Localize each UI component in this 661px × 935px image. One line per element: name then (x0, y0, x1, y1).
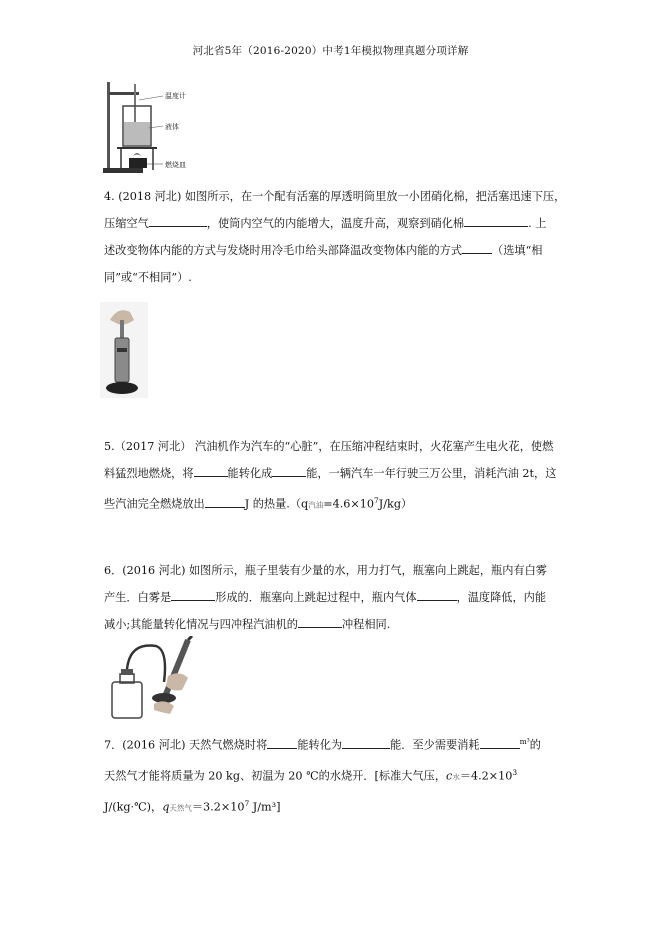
q4-blank-1[interactable] (149, 214, 207, 227)
q4-blank-3[interactable] (462, 241, 492, 254)
q6-blank-1[interactable] (171, 588, 215, 601)
q4-line-2: 压缩空气 ，使筒内空气的内能增大，温度升高，观察到硝化棉 . 上 (104, 210, 566, 237)
q5-line-2: 料猛烈地燃烧，将 能转化成 能，一辆汽车一年行驶三万公里，消耗汽油 2t，这 (104, 460, 566, 487)
q5-blank-3[interactable] (205, 495, 245, 508)
question-4 (104, 183, 566, 291)
q7-line-3: J/(kg·℃)，q天然气$=3.2\times 10^7$ J/m³] (104, 799, 281, 815)
q4-line-4: 同”或“不相同”）. (104, 271, 192, 284)
q5-blank-2[interactable] (272, 464, 306, 477)
heating-apparatus-figure (103, 80, 188, 176)
q5-line-1: 5.（2017 河北） 汽油机作为汽车的“心脏”，在压缩冲程结束时，火花塞产生电火花，使燃 (104, 440, 554, 453)
question-7 (104, 728, 566, 822)
q7-blank-2[interactable] (342, 736, 390, 749)
question-5 (104, 433, 566, 519)
bottle-pump-figure (108, 636, 203, 722)
piston-cylinder-figure (100, 302, 148, 398)
q7-blank-3[interactable] (480, 736, 520, 749)
q5-line-3: 些汽油完全燃烧放出 J 的热量.（q汽油$=4.6\times 10^7J/kg$） (104, 496, 413, 511)
page-header: 河北省5年（2016-2020）中考1年模拟物理真题分项详解 (192, 45, 469, 57)
q7-blank-1[interactable] (267, 736, 297, 749)
q7-line-1: 7．(2016 河北) 天然气燃烧时将 能转化为 能．至少需要消耗 $^{m^3}$的 (104, 737, 541, 752)
q4-blank-2[interactable] (464, 214, 528, 227)
liquid-label: 液体 (165, 123, 179, 131)
q6-blank-2[interactable] (417, 588, 457, 601)
q5-blank-1[interactable] (194, 464, 228, 477)
q4-line-1: 4. (2018 河北) 如图所示，在一个配有活塞的厚透明筒里放一小团硝化棉，把活塞迅速下压， (104, 190, 566, 203)
thermometer-label: 温度计 (165, 92, 186, 100)
q4-line-3: 述改变物体内能的方式与发烧时用冷毛巾给头部降温改变物体内能的方式 （选填“相 (104, 237, 566, 264)
question-6 (104, 557, 566, 638)
q6-blank-3[interactable] (298, 615, 342, 628)
q7-line-2: 天然气才能将质量为 20 kg、初温为 20 ℃的水烧开．[标准大气压，c水$=4.2\times 10^3$ (104, 767, 518, 783)
q6-line-1: 6．(2016 河北) 如图所示，瓶子里装有少量的水，用力打气，瓶塞向上跳起，瓶内有白雾 (104, 564, 547, 577)
q6-line-3: 减小;其能量转化情况与四冲程汽油机的 冲程相同. (104, 611, 566, 638)
q6-line-2: 产生．白雾是 形成的．瓶塞向上跳起过程中，瓶内气体 ，温度降低，内能 (104, 584, 566, 611)
burner-dish-label: 燃烧皿 (165, 161, 186, 169)
